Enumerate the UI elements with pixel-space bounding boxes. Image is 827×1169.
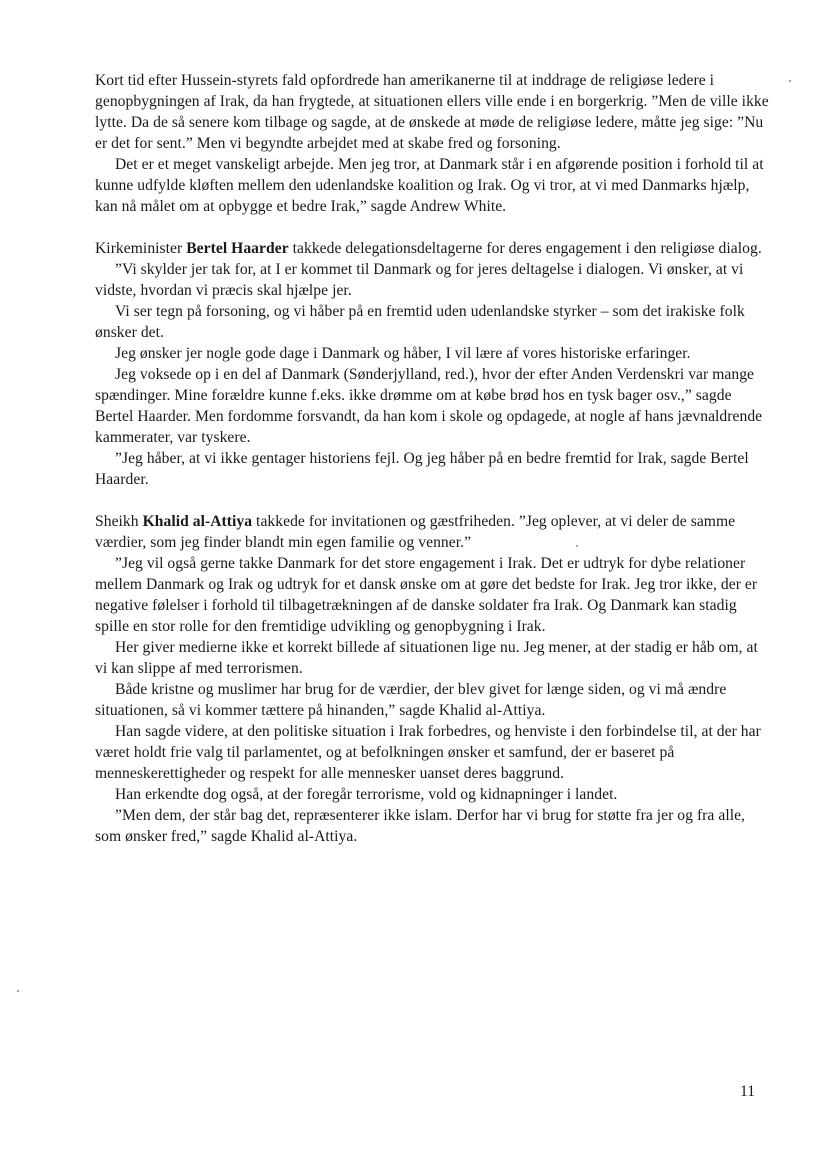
section-khalid-al-attiya xyxy=(95,511,771,847)
section-andrew-white xyxy=(95,70,771,217)
paragraph: ”Jeg vil også gerne takke Danmark for det store engagement i Irak. Det er udtryk for dybe relationer mellem Danmark og Irak og udtryk for et dansk ønske om at gøre det bedste for Irak. Jeg tror ikke, der er negative følelser i forhold til tilbagetrækningen af de danske soldater fra Irak. Og Danmark kan stadig spille en stor rolle for den fremtidige udvikling og genopbygning i Irak. xyxy=(95,555,758,635)
paragraph-text: takkede for invitationen og gæstfriheden. ”Jeg oplever, at vi deler de samme værdier, som jeg finder blandt min egen familie og venner.” xyxy=(95,513,736,551)
paragraph: Jeg voksede op i en del af Danmark (Sønderjylland, red.), hvor der efter Anden Verdenskri var mange spændinger. Mine forældre kunne f.eks. ikke drømme om at købe brød hos en tysk bager osv.,” sagde Bertel Haarder. Men fordomme forsvandt, da han kom i skole og opdagede, at nogle af hans jævnaldrende kammerater, var tyskere. xyxy=(95,366,763,446)
scan-speck xyxy=(789,80,791,82)
paragraph: Jeg ønsker jer nogle gode dage i Danmark og håber, I vil lære af vores historiske erfaringer. xyxy=(115,345,691,362)
page-number: 11 xyxy=(740,1083,756,1100)
scan-speck xyxy=(576,545,578,547)
paragraph: ”Vi skylder jer tak for, at I er kommet til Danmark og for jeres deltagelse i dialogen. Vi ønsker, at vi vidste, hvordan vi præcis skal hjælpe jer. xyxy=(95,261,744,299)
speaker-name: Bertel Haarder xyxy=(186,240,289,257)
section-bertel-haarder xyxy=(95,238,771,490)
paragraph xyxy=(95,238,771,259)
paragraph: Det er et meget vanskeligt arbejde. Men jeg tror, at Danmark står i en afgørende position i forhold til at kunne udfylde kløften mellem den udenlandske koalition og Irak. Og vi tror, at vi med Danmarks hjælp, kan nå målet om at opbygge et bedre Irak,” sagde Andrew White. xyxy=(95,156,764,215)
document-body xyxy=(95,70,771,868)
paragraph-text: Kirkeminister xyxy=(95,240,187,257)
paragraph: ”Jeg håber, at vi ikke gentager historiens fejl. Og jeg håber på en bedre fremtid for Irak, sagde Bertel Haarder. xyxy=(95,450,749,488)
paragraph: ”Men dem, der står bag det, repræsenterer ikke islam. Derfor har vi brug for støtte fra jer og fra alle, som ønsker fred,” sagde Khalid al-Attiya. xyxy=(95,807,745,845)
paragraph: Han erkendte dog også, at der foregår terrorisme, vold og kidnapninger i landet. xyxy=(115,786,618,803)
scan-speck xyxy=(17,990,19,992)
paragraph: Kort tid efter Hussein-styrets fald opfordrede han amerikanerne til at inddrage de religiøse ledere i genopbygningen af Irak, da han frygtede, at situationen ellers ville ende i en borgerkrig. ”Men de ville ikke lytte. Da de så senere kom tilbage og sagde, at de ønskede at møde de religiøse ledere, måtte jeg sige: ”Nu er det for sent.” Men vi begyndte arbejdet med at skabe fred og forsoning. xyxy=(95,72,769,152)
paragraph: Vi ser tegn på forsoning, og vi håber på en fremtid uden udenlandske styrker – som det irakiske folk ønsker det. xyxy=(95,303,745,341)
speaker-name: Khalid al-Attiya xyxy=(142,513,253,530)
paragraph: Her giver medierne ikke et korrekt billede af situationen lige nu. Jeg mener, at der stadig er håb om, at vi kan slippe af med terrorismen. xyxy=(95,639,758,677)
paragraph-text: takkede delegationsdeltagerne for deres engagement i den religiøse dialog. xyxy=(288,240,762,257)
paragraph xyxy=(95,511,771,553)
paragraph-text: Sheikh xyxy=(95,513,143,530)
paragraph: Han sagde videre, at den politiske situation i Irak forbedres, og henviste i den forbindelse til, at der har været holdt frie valg til parlamentet, og at befolkningen ønsker et samfund, der er baseret på menneskerettigheder og respekt for alle mennesker uanset deres baggrund. xyxy=(95,723,761,782)
paragraph: Både kristne og muslimer har brug for de værdier, der blev givet for længe siden, og vi må ændre situationen, så vi kommer tættere på hinanden,” sagde Khalid al-Attiya. xyxy=(95,681,727,719)
